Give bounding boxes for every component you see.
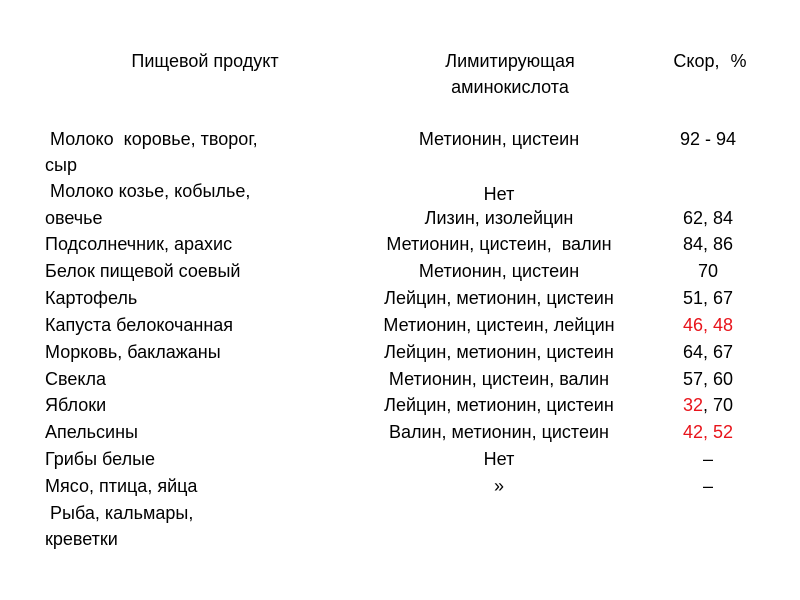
cell-score <box>660 392 756 418</box>
cell-amino: Метионин, цистеин, лейцин <box>383 315 615 335</box>
cell-score: 57, 60 <box>682 369 734 389</box>
cell-amino: Метионин, цистеин <box>418 129 580 149</box>
cell-product: креветки <box>45 529 118 549</box>
cell-score-highlight: 46, 48 <box>682 315 734 335</box>
cell-score: 92 - 94 <box>679 129 737 149</box>
cell-score: 62, 84 <box>682 208 734 228</box>
cell-product: Апельсины <box>45 422 138 442</box>
table-row-continuation <box>0 526 800 552</box>
cell-amino: Метионин, цистеин, валин <box>388 369 610 389</box>
table-row <box>0 339 800 365</box>
cell-amino: Нет <box>483 449 515 469</box>
cell-product: Яблоки <box>45 395 107 415</box>
cell-amino: Нет <box>483 184 515 204</box>
cell-amino: Метионин, цистеин <box>418 261 580 281</box>
cell-score: 84, 86 <box>682 234 734 254</box>
cell-product: Капуста белокочанная <box>45 315 234 335</box>
table-row <box>0 126 800 152</box>
header-amino <box>380 48 640 100</box>
table-row <box>0 392 800 418</box>
table-row <box>0 366 800 392</box>
score-part-highlight: 32 <box>682 395 703 415</box>
table-row <box>0 178 800 204</box>
table-row <box>0 312 800 338</box>
score-part: , 70 <box>703 395 734 415</box>
cell-product: Белок пищевой соевый <box>45 261 241 281</box>
header-amino-line2: аминокислота <box>451 77 569 97</box>
cell-score: 70 <box>697 261 719 281</box>
table-row <box>0 285 800 311</box>
cell-product: сыр <box>45 155 77 175</box>
cell-product: Молоко козье, кобылье, <box>45 181 251 201</box>
header-amino-line1: Лимитирующая <box>445 51 575 71</box>
cell-product: овечье <box>45 208 103 228</box>
cell-amino: Лейцин, метионин, цистеин <box>384 395 614 415</box>
header-score-word: Скор, <box>673 51 720 71</box>
cell-product: Грибы белые <box>45 449 156 469</box>
table-row <box>0 258 800 284</box>
cell-amino: Метионин, цистеин, валин <box>386 234 612 254</box>
table-row <box>0 446 800 472</box>
header-score <box>660 48 760 74</box>
cell-product: Свекла <box>45 369 106 389</box>
table-row <box>0 419 800 445</box>
cell-score: – <box>702 476 713 496</box>
header-score-unit: % <box>730 51 747 71</box>
cell-product: Картофель <box>45 288 138 308</box>
cell-amino: » <box>493 476 504 496</box>
cell-amino: Валин, метионин, цистеин <box>389 422 609 442</box>
cell-product: Морковь, баклажаны <box>45 342 221 362</box>
cell-product: Рыба, кальмары, <box>45 503 194 523</box>
table-row-continuation <box>0 205 800 231</box>
cell-score: 64, 67 <box>682 342 734 362</box>
table-row <box>0 500 800 526</box>
table-row-continuation <box>0 152 800 178</box>
cell-product: Молоко коровье, творог, <box>45 129 258 149</box>
table-row <box>0 473 800 499</box>
cell-amino: Лейцин, метионин, цистеин <box>384 288 614 308</box>
cell-amino: Лейцин, метионин, цистеин <box>384 342 614 362</box>
cell-score-highlight: 42, 52 <box>682 422 734 442</box>
cell-amino: Лизин, изолейцин <box>424 208 574 228</box>
cell-product: Подсолнечник, арахис <box>45 234 233 254</box>
header-product: Пищевой продукт <box>131 51 279 71</box>
cell-score: – <box>702 449 713 469</box>
table-row <box>0 231 800 257</box>
cell-product: Мясо, птица, яйца <box>45 476 198 496</box>
cell-score: 51, 67 <box>682 288 734 308</box>
